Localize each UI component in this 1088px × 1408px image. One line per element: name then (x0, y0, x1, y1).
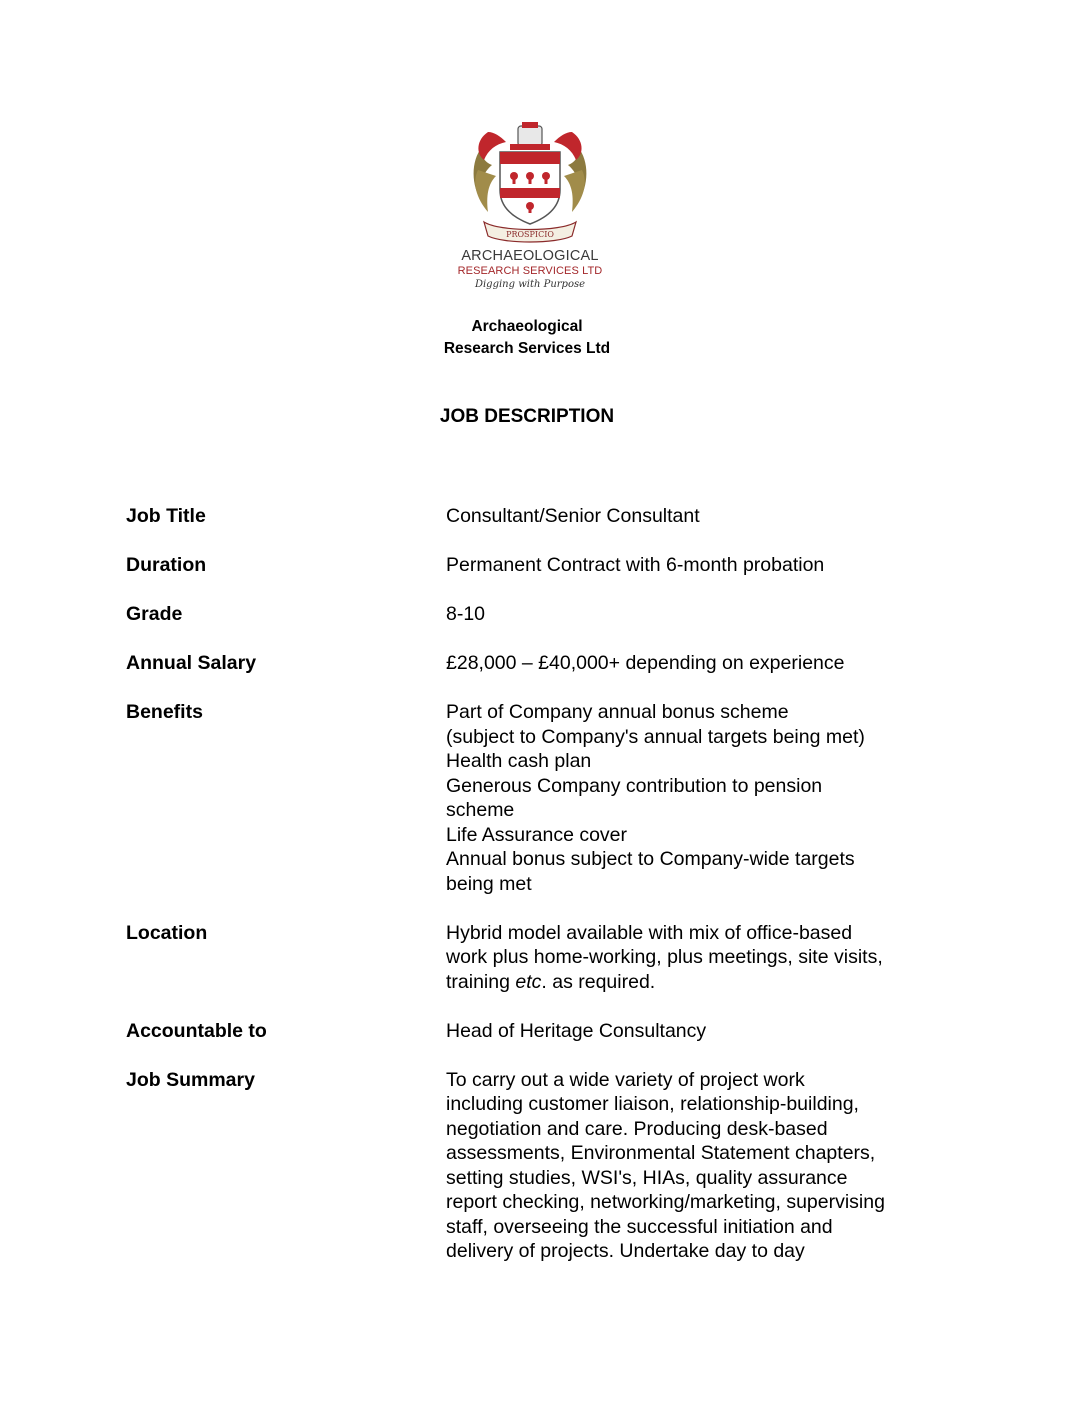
location-line-italic: etc (515, 970, 542, 993)
benefits-line: being met (446, 872, 532, 895)
job-summary-value (446, 1068, 946, 1264)
logo-tagline: Digging with Purpose (474, 279, 586, 290)
company-name-line2: Research Services Ltd (443, 340, 611, 357)
job-title-value: Consultant/Senior Consultant (446, 505, 700, 527)
job-title-label: Job Title (126, 505, 206, 527)
job-summary-line: assessments, Environmental Statement chapters, (446, 1142, 876, 1164)
benefits-line: Annual bonus subject to Company-wide targets (446, 848, 855, 870)
row-benefits (126, 700, 946, 896)
job-summary-line: staff, overseeing the successful initiation and (446, 1215, 833, 1238)
location-value (446, 921, 946, 995)
job-summary-line: including customer liaison, relationship-building, (446, 1093, 859, 1115)
location-line-suffix: . as required. (541, 970, 656, 993)
job-summary-label: Job Summary (126, 1068, 255, 1091)
row-grade (126, 602, 946, 627)
company-name-line1: Archaeological (471, 318, 583, 335)
row-location (126, 921, 946, 995)
motto-text: PROSPICIO (506, 230, 554, 239)
grade-label: Grade (126, 603, 183, 625)
benefits-line: Health cash plan (446, 750, 592, 772)
annual-salary-value: £28,000 – £40,000+ depending on experience (446, 652, 845, 674)
document-title: JOB DESCRIPTION (439, 406, 615, 427)
accountable-to-value: Head of Heritage Consultancy (446, 1019, 707, 1042)
job-summary-line: delivery of projects. Undertake day to day (446, 1240, 805, 1262)
duration-label: Duration (126, 554, 207, 576)
annual-salary-label: Annual Salary (126, 652, 257, 674)
grade-value: 8-10 (446, 603, 486, 625)
location-line (446, 970, 946, 995)
logo-wordmark-line2: RESEARCH SERVICES LTD (457, 265, 603, 277)
benefits-line: scheme (446, 799, 515, 821)
row-job-summary (126, 1068, 946, 1264)
benefits-line: (subject to Company's annual targets being met) (446, 725, 865, 748)
benefits-value (446, 700, 946, 896)
job-summary-line: setting studies, WSI's, HIAs, quality assurance (446, 1166, 848, 1189)
job-details-table (126, 504, 946, 1288)
job-summary-line: negotiation and care. Producing desk-based (446, 1117, 828, 1140)
benefits-line: Part of Company annual bonus scheme (446, 701, 789, 723)
row-duration (126, 553, 946, 578)
benefits-line: Life Assurance cover (446, 823, 628, 846)
duration-value: Permanent Contract with 6-month probation (446, 554, 825, 576)
row-job-title (126, 504, 946, 529)
benefits-label: Benefits (126, 701, 203, 723)
logo-wordmark-line1: ARCHAEOLOGICAL (461, 248, 599, 264)
location-line: Hybrid model available with mix of office-based (446, 921, 853, 944)
location-label: Location (126, 921, 208, 944)
job-summary-line: To carry out a wide variety of project work (446, 1068, 805, 1091)
coat-of-arms-icon (470, 120, 590, 245)
location-line-prefix: training (446, 970, 516, 993)
company-name (377, 316, 677, 360)
accountable-to-label: Accountable to (126, 1019, 267, 1042)
row-annual-salary (126, 651, 946, 676)
location-line: work plus home-working, plus meetings, site visits, (446, 946, 883, 968)
benefits-line: Generous Company contribution to pension (446, 774, 823, 797)
row-accountable-to (126, 1019, 946, 1044)
job-summary-line: report checking, networking/marketing, supervising (446, 1191, 885, 1213)
